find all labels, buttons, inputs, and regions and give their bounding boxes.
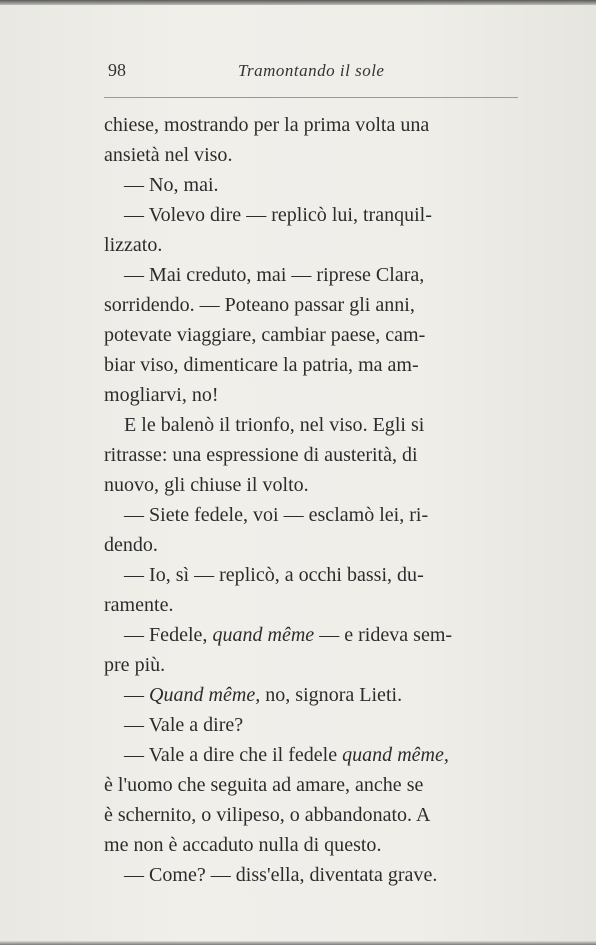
body-text — [104, 110, 534, 890]
running-title: Tramontando il sole — [238, 61, 385, 80]
text-line: me non è accaduto nulla di questo. — [104, 834, 382, 856]
text-line: mogliarvi, no! — [104, 384, 219, 406]
text-line: — Siete fedele, voi — esclamò lei, ri- — [124, 504, 429, 526]
text-line: pre più. — [104, 654, 166, 676]
text-line: — Come? — diss'ella, diventata grave. — [124, 864, 438, 886]
page-number: 98 — [108, 60, 126, 80]
text-line: — Quand même, no, signora Lieti. — [124, 684, 403, 706]
text-line: ramente. — [104, 594, 174, 616]
page-bottom-edge — [0, 941, 596, 945]
text-line: è schernito, o vilipeso, o abbandonato. A — [104, 804, 431, 826]
text-line: — Volevo dire — replicò lui, tranquil- — [124, 204, 432, 226]
text-line: ansietà nel viso. — [104, 144, 233, 166]
page-top-edge — [0, 0, 596, 5]
text-line: — Vale a dire? — [124, 714, 244, 736]
text-line: chiese, mostrando per la prima volta una — [104, 114, 430, 136]
text-line: — Mai creduto, mai — riprese Clara, — [124, 264, 425, 286]
text-line: nuovo, gli chiuse il volto. — [104, 474, 309, 496]
text-line: ritrasse: una espressione di austerità, di — [104, 444, 418, 466]
text-line: — Vale a dire che il fedele quand même, — [124, 744, 449, 766]
text-line: lizzato. — [104, 234, 163, 256]
text-line: biar viso, dimenticare la patria, ma am- — [104, 354, 419, 376]
text-line: — No, mai. — [124, 174, 219, 196]
text-line: dendo. — [104, 534, 158, 556]
text-line: — Io, sì — replicò, a occhi bassi, du- — [124, 564, 424, 586]
text-line: sorridendo. — Poteano passar gli anni, — [104, 294, 415, 316]
text-line: potevate viaggiare, cambiar paese, cam- — [104, 324, 426, 346]
text-line: è l'uomo che seguita ad amare, anche se — [104, 774, 424, 796]
page-header — [108, 58, 518, 98]
header-rule — [104, 97, 518, 98]
text-line: E le balenò il trionfo, nel viso. Egli si — [124, 414, 425, 436]
text-line: — Fedele, quand même — e rideva sem- — [124, 624, 453, 646]
